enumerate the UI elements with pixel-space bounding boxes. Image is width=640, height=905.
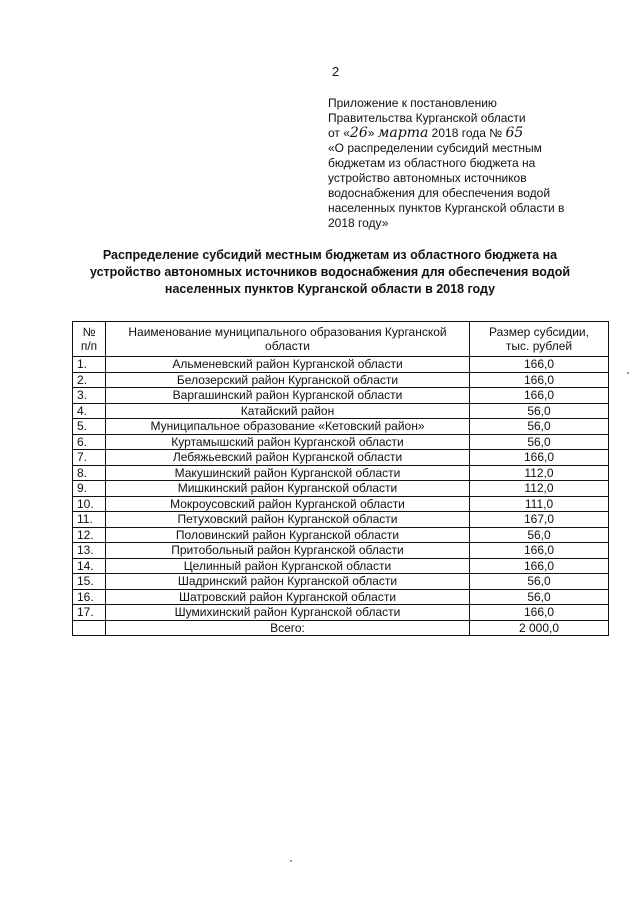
- row-number: 2.: [73, 372, 106, 388]
- table-row: [73, 512, 609, 528]
- table-row: [73, 357, 609, 373]
- table-row: [73, 434, 609, 450]
- table-row: [73, 558, 609, 574]
- date-month: марта: [377, 125, 429, 141]
- table-row: [73, 481, 609, 497]
- row-number: 15.: [73, 574, 106, 590]
- row-number: 9.: [73, 481, 106, 497]
- row-amount: 166,0: [470, 543, 609, 559]
- heading-line-3: населенных пунктов Курганской области в 2018 году: [164, 282, 496, 296]
- total-row: [73, 620, 609, 636]
- header-amount-line-2: тыс. рублей: [505, 339, 573, 353]
- row-number: 8.: [73, 465, 106, 481]
- document-heading: [60, 247, 600, 298]
- date-day: 26: [349, 125, 368, 141]
- table-row: [73, 496, 609, 512]
- total-label: Всего:: [106, 620, 470, 636]
- row-amount: 166,0: [470, 558, 609, 574]
- row-name: Петуховский район Курганской области: [106, 512, 470, 528]
- row-name: Макушинский район Курганской области: [106, 465, 470, 481]
- table-row: [73, 589, 609, 605]
- page-number: 2: [332, 64, 340, 79]
- subject-line: «О распределении субсидий местным: [328, 141, 542, 155]
- table-body: [73, 357, 609, 621]
- row-name: Половинский район Курганской области: [106, 527, 470, 543]
- header-amount-line-1: Размер субсидии,: [489, 325, 589, 339]
- table-header-row: [73, 322, 609, 357]
- row-name: Белозерский район Курганской области: [106, 372, 470, 388]
- table-row: [73, 605, 609, 621]
- row-amount: 166,0: [470, 372, 609, 388]
- scan-mark: [290, 860, 292, 862]
- subject-line: водоснабжения для обеспечения водой: [328, 186, 551, 200]
- row-name: Муниципальное образование «Кетовский район»: [106, 419, 470, 435]
- row-name: Шадринский район Курганской области: [106, 574, 470, 590]
- subject-line: устройство автономных источников: [328, 171, 527, 185]
- table-row: [73, 450, 609, 466]
- table-row: [73, 574, 609, 590]
- header-amount: [470, 322, 609, 357]
- row-name: Альменевский район Курганской области: [106, 357, 470, 373]
- header-name-line-1: Наименование муниципального образования Курганской: [128, 325, 447, 339]
- table-row: [73, 372, 609, 388]
- date-prefix: от «: [328, 126, 350, 140]
- subject-line: 2018 году»: [328, 216, 389, 230]
- row-amount: 56,0: [470, 419, 609, 435]
- row-name: Шатровский район Курганской области: [106, 589, 470, 605]
- row-number: 13.: [73, 543, 106, 559]
- row-name: Лебяжьевский район Курганской области: [106, 450, 470, 466]
- row-number: 6.: [73, 434, 106, 450]
- row-amount: 56,0: [470, 574, 609, 590]
- row-number: 1.: [73, 357, 106, 373]
- row-amount: 167,0: [470, 512, 609, 528]
- header-name-line-2: области: [265, 339, 310, 353]
- row-name: Катайский район: [106, 403, 470, 419]
- row-number: 3.: [73, 388, 106, 404]
- row-amount: 56,0: [470, 527, 609, 543]
- scan-mark: [627, 372, 629, 374]
- row-number: 17.: [73, 605, 106, 621]
- subject-line: бюджетам из областного бюджета на: [328, 156, 536, 170]
- table-row: [73, 465, 609, 481]
- row-amount: 166,0: [470, 605, 609, 621]
- total-empty-cell: [73, 620, 106, 636]
- row-number: 12.: [73, 527, 106, 543]
- table-row: [73, 403, 609, 419]
- row-number: 4.: [73, 403, 106, 419]
- heading-line-2: устройство автономных источников водоснабжения для обеспечения водой: [89, 265, 571, 279]
- row-amount: 111,0: [470, 496, 609, 512]
- row-amount: 166,0: [470, 450, 609, 466]
- appendix-line-1: Приложение к постановлению: [328, 96, 497, 110]
- table-row: [73, 527, 609, 543]
- row-number: 7.: [73, 450, 106, 466]
- table-row: [73, 543, 609, 559]
- subsidy-table: [72, 321, 609, 636]
- header-name: [106, 322, 470, 357]
- row-amount: 166,0: [470, 357, 609, 373]
- row-name: Мокроусовский район Курганской области: [106, 496, 470, 512]
- row-name: Целинный район Курганской области: [106, 558, 470, 574]
- row-amount: 112,0: [470, 465, 609, 481]
- appendix-block: [328, 96, 608, 231]
- table-row: [73, 419, 609, 435]
- appendix-line-2: Правительства Курганской области: [328, 111, 526, 125]
- date-year: 2018 года №: [431, 126, 503, 140]
- row-name: Варгашинский район Курганской области: [106, 388, 470, 404]
- row-name: Шумихинский район Курганской области: [106, 605, 470, 621]
- header-number-line-1: №: [82, 325, 96, 339]
- header-number: [73, 322, 106, 357]
- row-amount: 56,0: [470, 589, 609, 605]
- row-name: Куртамышский район Курганской области: [106, 434, 470, 450]
- row-number: 11.: [73, 512, 106, 528]
- row-amount: 56,0: [470, 434, 609, 450]
- heading-line-1: Распределение субсидий местным бюджетам из областного бюджета на: [102, 248, 558, 262]
- row-number: 14.: [73, 558, 106, 574]
- document-number: 65: [505, 125, 524, 141]
- row-name: Мишкинский район Курганской области: [106, 481, 470, 497]
- subject-line: населенных пунктов Курганской области в: [328, 201, 565, 215]
- row-amount: 112,0: [470, 481, 609, 497]
- table-row: [73, 388, 609, 404]
- row-number: 5.: [73, 419, 106, 435]
- row-name: Притобольный район Курганской области: [106, 543, 470, 559]
- row-number: 16.: [73, 589, 106, 605]
- header-number-line-2: п/п: [80, 339, 98, 353]
- total-amount: 2 000,0: [470, 620, 609, 636]
- row-number: 10.: [73, 496, 106, 512]
- date-mid: »: [367, 126, 375, 140]
- row-amount: 166,0: [470, 388, 609, 404]
- row-amount: 56,0: [470, 403, 609, 419]
- appendix-date-line: [328, 126, 608, 141]
